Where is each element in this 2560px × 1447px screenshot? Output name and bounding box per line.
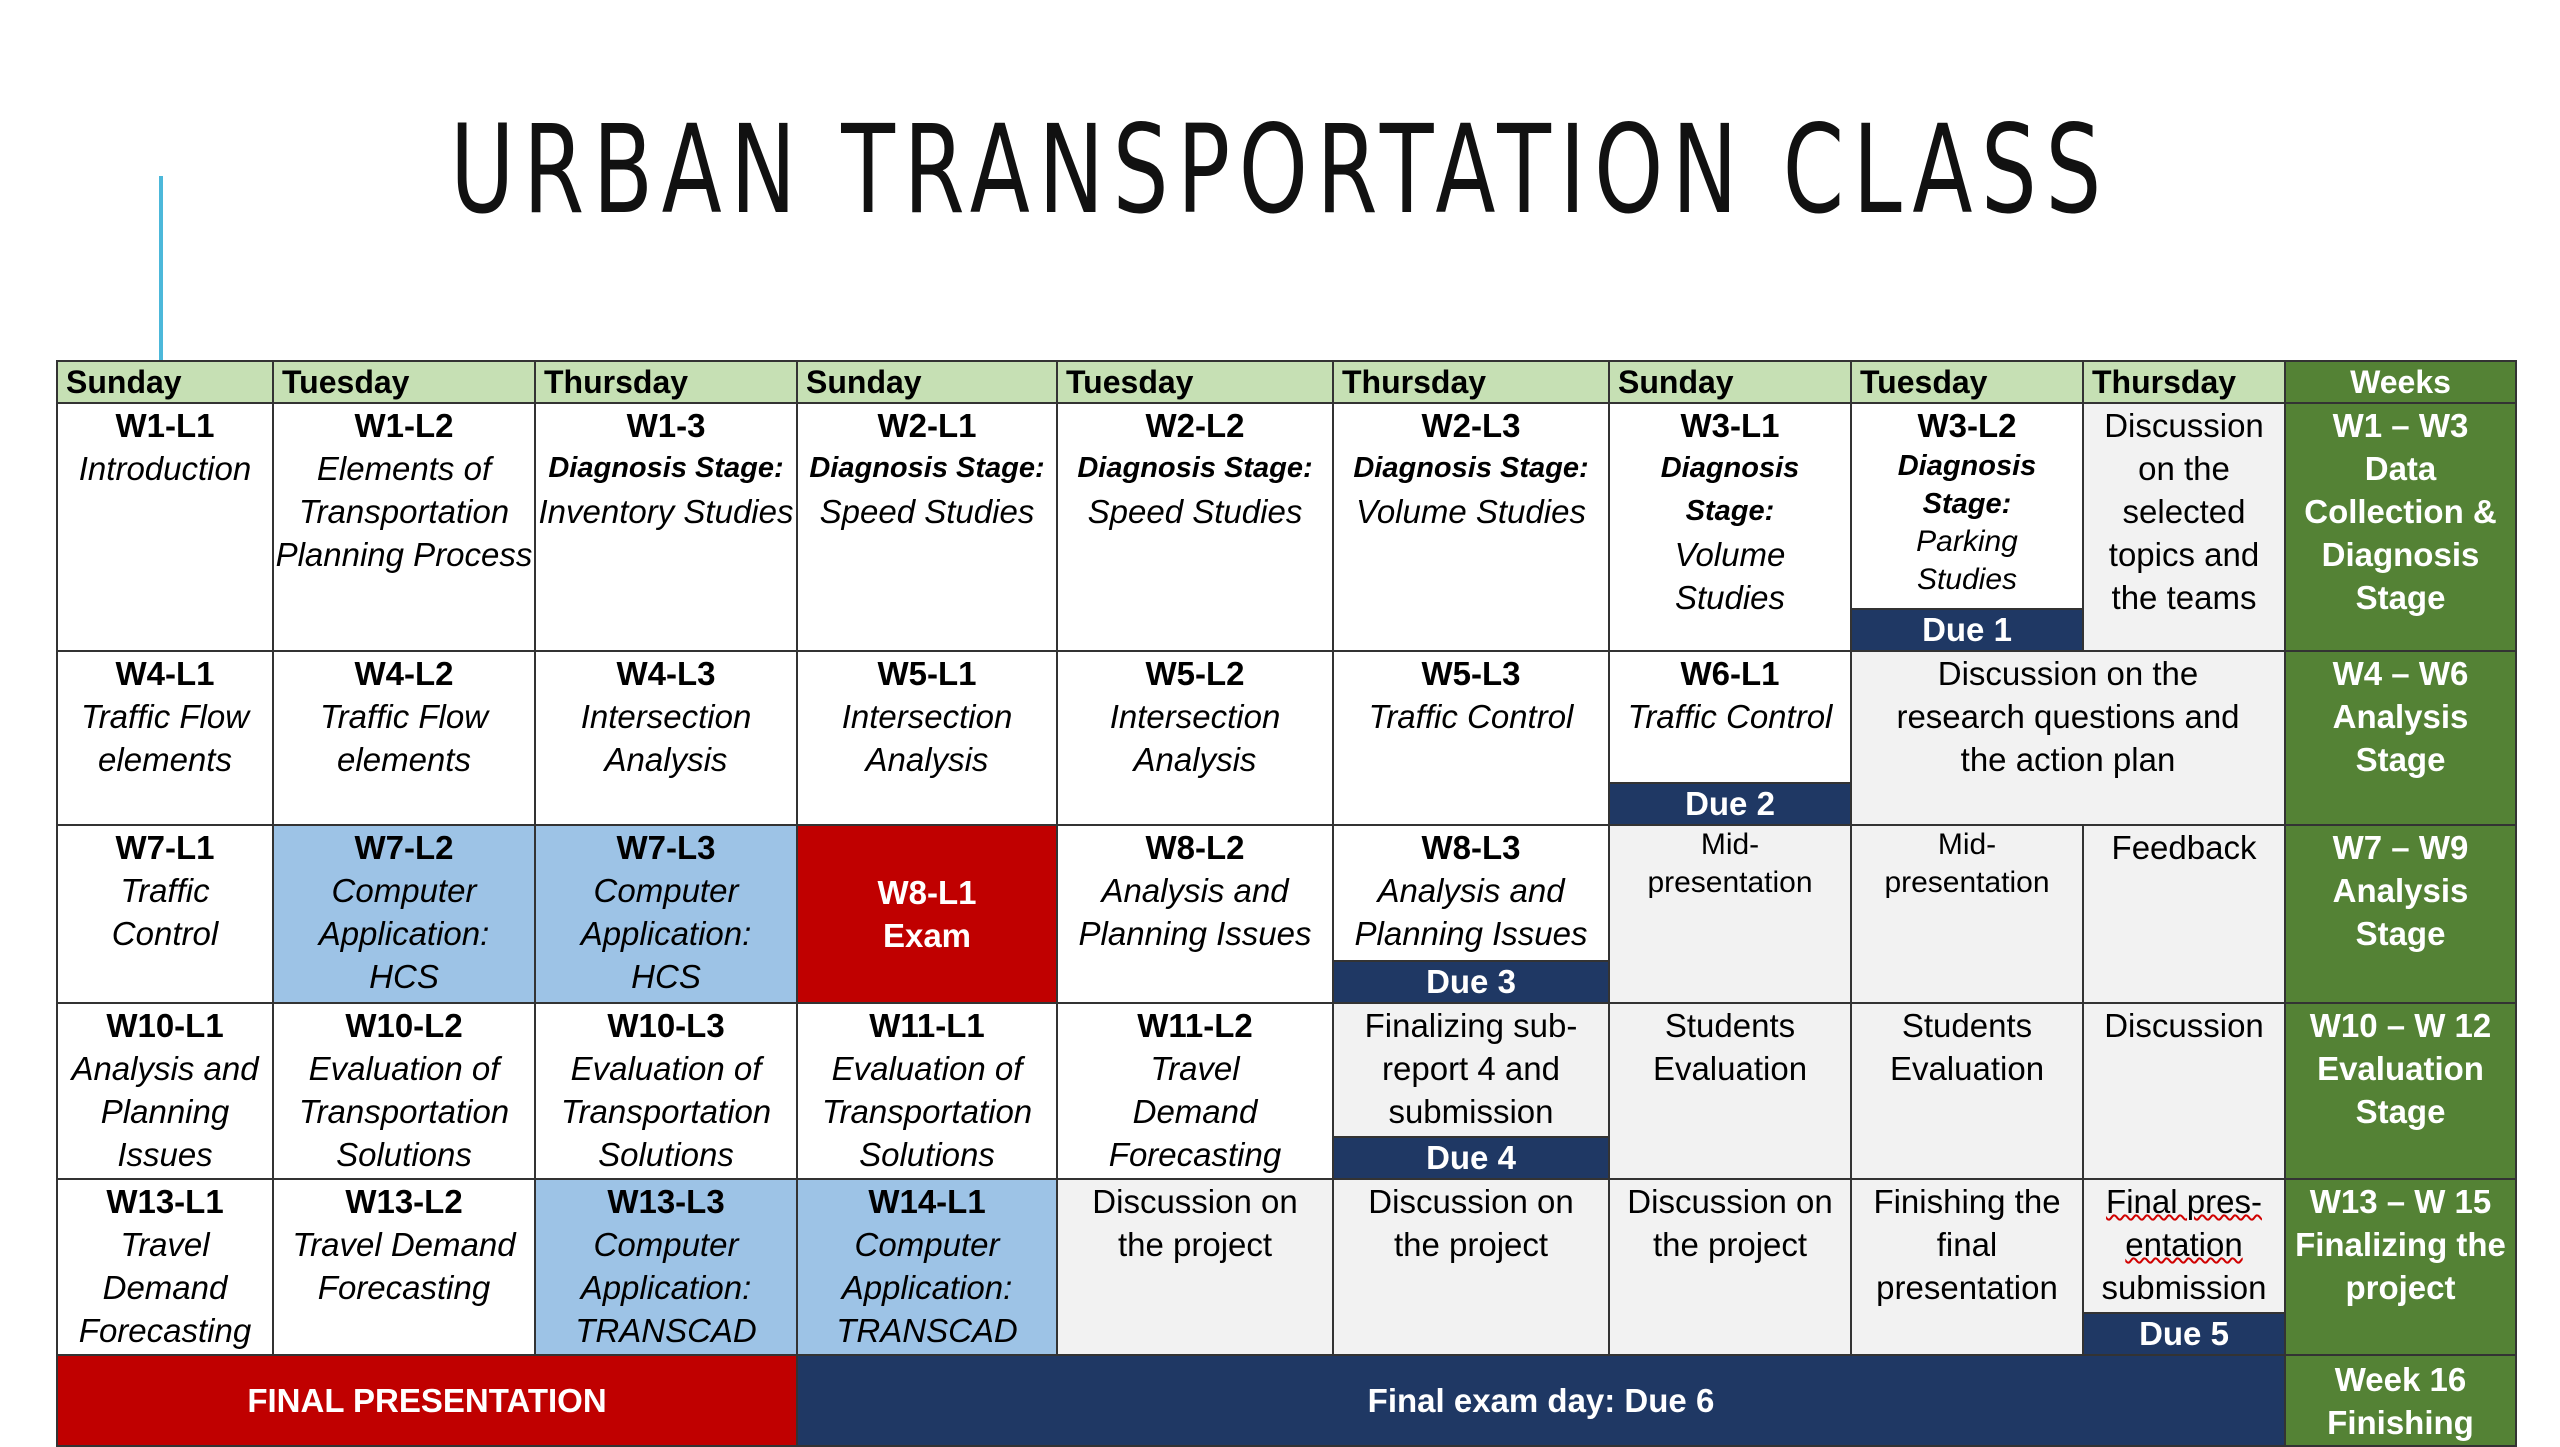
activity-text: Finalizing sub-report 4 and submission [1364,1007,1578,1130]
lecture-cell [1057,403,1333,651]
activity-text: Discussion on the project [1368,1183,1574,1263]
lecture-code: W7-L2 [354,829,454,866]
activity-text: Discussion on the project [1627,1183,1833,1263]
lecture-cell [1057,1003,1333,1179]
header-day: Tuesday [273,361,535,403]
lecture-cell [57,403,273,651]
due-badge: Due 1 [1852,608,2082,650]
activity-cell [1851,651,2285,825]
lecture-code: W1-L1 [115,407,215,444]
lecture-topic: Computer Application: HCS [318,872,490,995]
lecture-cell [797,1003,1057,1179]
activity-text: Students Evaluation [1652,1007,1808,1087]
lecture-cell [797,1179,1057,1355]
weeks-cell [2285,403,2516,651]
lecture-topic: Travel Demand Forecasting [292,1226,516,1306]
lecture-cell [535,651,797,825]
activity-text: Mid-presentation [1647,828,1813,899]
lecture-cell [1057,651,1333,825]
lecture-topic: Volume Studies [1674,536,1786,616]
lecture-topic: Intersection Analysis [841,698,1013,778]
activity-text: Discussion on the project [1092,1183,1298,1263]
lecture-topic: Travel Demand Forecasting [1108,1050,1282,1173]
lecture-topic: Elements of Transportation Planning Process [275,450,533,573]
lecture-code: W7-L1 [115,829,215,866]
activity-cell [1851,1179,2083,1355]
due-badge: Due 3 [1334,960,1608,1002]
lecture-code: W14-L1 [868,1183,986,1220]
exam-cell [797,825,1057,1003]
table-row [57,651,2516,825]
lecture-topic: Evaluation of Transportation Solutions [298,1050,510,1173]
lecture-cell [1333,825,1609,1003]
activity-text: Discussion [2104,1007,2264,1044]
lecture-cell [797,403,1057,651]
activity-text: Feedback [2111,829,2257,866]
lecture-code: W5-L3 [1421,655,1521,692]
stage-label: Diagnosis Stage: [1897,450,2037,520]
lecture-topic: Parking Studies [1916,525,2018,596]
weeks-label: W1 – W3 Data Collection & Diagnosis Stage [2304,407,2497,616]
lecture-cell [57,825,273,1003]
activity-text: Discussion on the research questions and the action plan [1896,655,2240,778]
activity-cell [1609,825,1851,1003]
table-row [57,403,2516,651]
lecture-code: W6-L1 [1680,655,1780,692]
lecture-code: W3-L2 [1917,407,2017,444]
lecture-cell [273,403,535,651]
lecture-cell [273,825,535,1003]
activity-cell [1057,1179,1333,1355]
lecture-cell [535,1003,797,1179]
lecture-topic: Computer Application: TRANSCAD [575,1226,757,1349]
lecture-cell [797,651,1057,825]
lecture-topic: Analysis and Planning Issues [71,1050,259,1173]
activity-text: Final pres- [2106,1183,2262,1220]
lecture-code: W11-L1 [869,1007,985,1044]
lecture-code: W2-L3 [1421,407,1521,444]
stage-label: Diagnosis Stage: [548,452,784,484]
lecture-topic: Speed Studies [1087,493,1303,530]
stage-label: Diagnosis Stage: [809,452,1045,484]
lecture-cell [1057,825,1333,1003]
stage-label: Diagnosis Stage: [1660,452,1800,527]
weeks-label: W7 – W9 Analysis Stage [2332,829,2469,952]
lecture-code: W13-L3 [607,1183,725,1220]
schedule-table [56,360,2517,1447]
lecture-cell [57,1003,273,1179]
due-badge: Due 2 [1610,782,1850,824]
lecture-cell [273,1179,535,1355]
due-badge: Due 4 [1334,1136,1608,1178]
lecture-cell [1609,651,1851,825]
lecture-topic: Travel Demand Forecasting [78,1226,252,1349]
activity-text: Mid-presentation [1884,828,2050,899]
lecture-code: W8-L2 [1145,829,1245,866]
activity-cell [2083,1003,2285,1179]
activity-text: entation [2125,1226,2243,1263]
activity-cell [2083,1179,2285,1355]
activity-cell [2083,825,2285,1003]
activity-text: Students Evaluation [1889,1007,2045,1087]
due-badge: Due 5 [2084,1312,2284,1354]
lecture-topic: Traffic Flow elements [80,698,250,778]
lecture-topic: Speed Studies [819,493,1035,530]
table-row [57,1179,2516,1355]
lecture-topic: Analysis and Planning Issues [1354,872,1588,952]
lecture-code: W1-L2 [354,407,454,444]
lecture-code: W10-L1 [106,1007,224,1044]
lecture-cell [1851,403,2083,651]
lecture-cell [57,651,273,825]
weeks-label: Week 16 Finishing [2327,1360,2474,1441]
activity-cell [1333,1003,1609,1179]
table-row [57,825,2516,1003]
header-day: Thursday [535,361,797,403]
header-weeks: Weeks [2285,361,2516,403]
lecture-code: W13-L1 [106,1183,224,1220]
lecture-topic: Traffic Control [1368,698,1574,735]
header-day: Tuesday [1851,361,2083,403]
exam-label: Exam [882,917,972,954]
lecture-topic: Evaluation of Transportation Solutions [560,1050,772,1173]
lecture-cell [535,1179,797,1355]
lecture-code: W1-3 [626,407,706,444]
lecture-code: W11-L2 [1137,1007,1253,1044]
weeks-label: W10 – W 12 Evaluation Stage [2309,1007,2492,1130]
lecture-topic: Evaluation of Transportation Solutions [821,1050,1033,1173]
lecture-cell [535,825,797,1003]
header-day: Sunday [797,361,1057,403]
lecture-cell [1609,403,1851,651]
weeks-cell [2285,651,2516,825]
table-row [57,1003,2516,1179]
lecture-code: W13-L2 [345,1183,463,1220]
header-day: Tuesday [1057,361,1333,403]
lecture-topic: Traffic Flow elements [319,698,489,778]
lecture-cell [273,651,535,825]
lecture-topic: Computer Application: TRANSCAD [836,1226,1018,1349]
lecture-topic: Computer Application: HCS [580,872,752,995]
stage-label: Diagnosis Stage: [1353,452,1589,484]
weeks-cell [2285,1355,2516,1446]
header-day: Sunday [1609,361,1851,403]
header-day: Thursday [1333,361,1609,403]
activity-cell [1851,1003,2083,1179]
lecture-code: W5-L2 [1145,655,1245,692]
weeks-cell [2285,1179,2516,1355]
lecture-code: W4-L1 [115,655,215,692]
header-day: Thursday [2083,361,2285,403]
lecture-code: W8-L1 [877,874,977,911]
header-row [57,361,2516,403]
lecture-code: W10-L3 [607,1007,725,1044]
lecture-code: W7-L3 [616,829,716,866]
lecture-cell [535,403,797,651]
stage-label: Diagnosis Stage: [1077,452,1313,484]
lecture-code: W8-L3 [1421,829,1521,866]
lecture-topic: Traffic Control [111,872,219,952]
lecture-topic: Inventory Studies [538,493,794,530]
lecture-code: W3-L1 [1680,407,1780,444]
lecture-topic: Volume Studies [1356,493,1586,530]
lecture-cell [1333,651,1609,825]
lecture-cell [57,1179,273,1355]
weeks-label: W13 – W 15 Finalizing the project [2295,1183,2506,1306]
footer-row [57,1355,2516,1446]
weeks-cell [2285,825,2516,1003]
lecture-code: W10-L2 [345,1007,463,1044]
lecture-topic: Analysis and Planning Issues [1078,872,1312,952]
lecture-cell [273,1003,535,1179]
activity-text: Discussion on the selected topics and the teams [2104,407,2264,616]
lecture-code: W4-L3 [616,655,716,692]
final-presentation-banner: FINAL PRESENTATION [57,1355,797,1446]
page-title: URBAN TRANSPORTATION CLASS [450,99,2110,241]
weeks-label: W4 – W6 Analysis Stage [2332,655,2469,778]
activity-text: submission [2101,1269,2267,1306]
lecture-code: W2-L1 [877,407,977,444]
activity-cell [1609,1179,1851,1355]
activity-cell [2083,403,2285,651]
lecture-topic: Introduction [78,450,252,487]
header-day: Sunday [57,361,273,403]
lecture-code: W5-L1 [877,655,977,692]
lecture-topic: Intersection Analysis [580,698,752,778]
activity-cell [1851,825,2083,1003]
weeks-cell [2285,1003,2516,1179]
activity-cell [1333,1179,1609,1355]
lecture-code: W4-L2 [354,655,454,692]
lecture-topic: Traffic Control [1627,698,1833,735]
activity-cell [1609,1003,1851,1179]
final-exam-banner: Final exam day: Due 6 [797,1355,2285,1446]
accent-line [159,176,163,362]
lecture-code: W2-L2 [1145,407,1245,444]
activity-text: Finishing the final presentation [1873,1183,2061,1306]
lecture-topic: Intersection Analysis [1109,698,1281,778]
lecture-cell [1333,403,1609,651]
